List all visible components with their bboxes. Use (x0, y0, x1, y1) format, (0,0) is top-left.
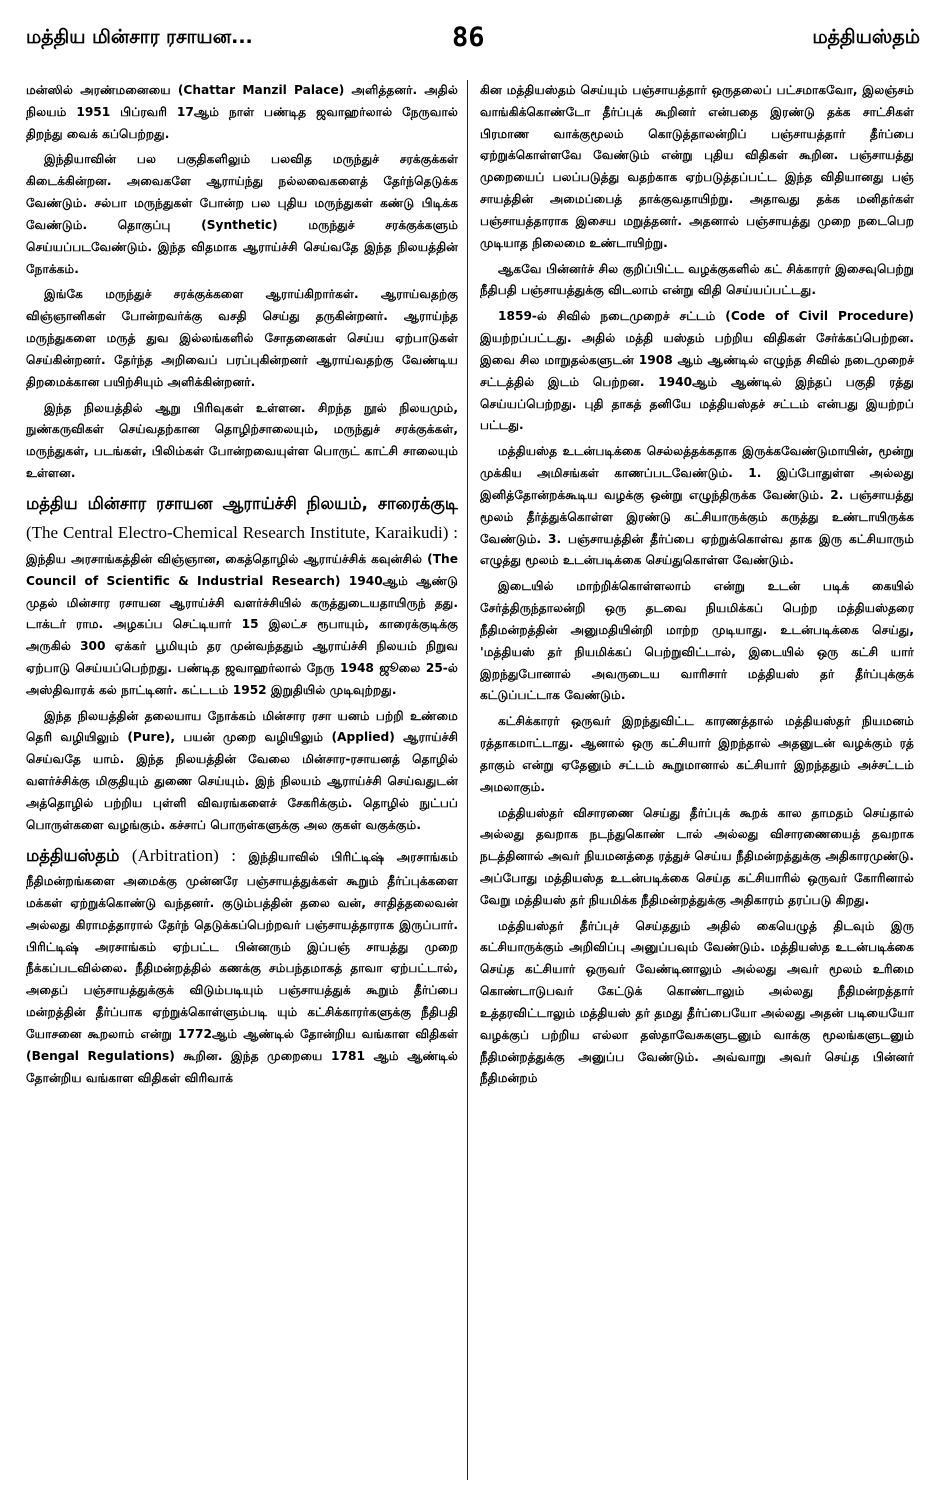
entry-body: இந்தியாவில் பிரிட்டிஷ் அரசாங்கம் நீதிமன்றங்களை அமைக்கு முன்னரே பஞ்சாயத்துக்கள் கூறும் தீர்ப்புக்களை மக்கள் ஏற்றுக்கொண்டு வந்தனர். குடும்பத்தின் தலை வன், சாதித்தலைவன் அல்லது கிராமத்தாரால் தேர்ந் தெடுக்கப்பெற்றவர் பஞ்சாயத்தாராக இருப்பார். பிரிட்டிஷ் அரசாங்கம் ஏற்பட்ட பின்னரும் இப்பஞ் சாயத்து முறை நீக்கப்படவில்லை. நீதிமன்றத்தில் கணக்கு சம்பந்தமாகத் தாவா ஏற்பட்டால், அதைப் பஞ்சாயத்துக்குக் விடும்படியும் பஞ்சாயத்துக் கூறும் தீர்ப்பை மன்றத்தின் தீர்ப்பாக ஏற்றுக்கொள்ளும்படி யும் கட்சிக்காரர்களுக்கு நீதிபதி யோசனை கூறலாம் என்று 1772ஆம் ஆண்டில் தோன்றிய வங்காள விதிகள் (Bengal Regulations) கூறின. இந்த முறையை 1781 ஆம் ஆண்டில் தோன்றிய வங்காள விதிகள் விரிவாக் (26, 849, 458, 1085)
entry-heading: மத்திய மின்சார ரசாயன ஆராய்ச்சி நிலயம், சாரைக்குடி (26, 493, 458, 513)
entry-heading-english: (Arbitration) : (131, 845, 236, 865)
paragraph: கட்சிக்காரர் ஒருவர் இறந்துவிட்ட காரணத்தால் மத்தியஸ்தர் நியமனம் ரத்தாகமாட்டாது. ஆனால் ஒரு கட்சியார் இறந்தால் அதனுடன் வழக்கும் ரத் தாகும் என்று ஏதேனும் சட்டம் கூறுமானால் கட்சியார் இறந்ததும் அச்சட்டம் அமலாகும். (480, 714, 914, 794)
entry-heading: மத்தியஸ்தம் (26, 845, 120, 865)
entry-central-electrochemical (26, 489, 458, 702)
entry-heading-english: (The Central Electro-Chemical Research Institute, Karaikudi) : (26, 523, 458, 543)
paragraph: இந்தியாவின் பல பகுதிகளிலும் பலவித மருந்துச் சரக்குக்கள் கிடைக்கின்றன. அவைகளே ஆராய்ந்து நல்லவைகளைத் தேர்ந்தெடுக்க வேண்டும். சல்பா மருந்துகள் போன்ற பல புதிய மருந்துகள் கண்டு பிடிக்க வேண்டும். தொகுப்பு (Synthetic) மருந்துச் சரக்குக்களும் செய்யப்படவேண்டும். இந்த விதமாக ஆராய்ச்சி செய்வதே இந்த நிலயத்தின் நோக்கம். (26, 152, 458, 276)
paragraph: இங்கே மருந்துச் சரக்குக்களை ஆராய்கிறார்கள். ஆராய்வதற்கு விஞ்ஞானிகள் போன்றவர்க்கு வசதி செய்து தருகின்றனர். ஆராய்ந்த மருந்துகளை மருத் துவ இல்லங்களில் சோதனைகள் செய்ய ஏற்பாடுகள் செய்கின்றனர். தேர்ந்த அறிவைப் பரப்புகின்றனர் ஆராய்வதற்கு வேண்டிய திறமைக்கான பயிற்சியும் அளிக்கின்றனர். (26, 287, 458, 389)
paragraph: மத்தியஸ்தர் விசாரணை செய்து தீர்ப்புக் கூறக் கால தாமதம் செய்தால் அல்லது தவறாக நடந்துகொண் டால் அல்லது விசாரணையைத் தவறாக நடத்தினால் அவர் நியமனத்தை ரத்துச் செய்ய நீதிமன்றத்துக்கு அதிகாரமுண்டு. அப்போது மத்தியஸ்த உடன்படிக்கை செய்த கட்சியாரில் ஒருவர் கோரினால் வேறு மத்தியஸ் தர் நியமிக்க நீதிமன்றத்துக்கு அதிகாரம் தரப்படு கிறது. (480, 805, 914, 907)
entry-body: இந்திய அரசாங்கத்தின் விஞ்ஞான, கைத்தொழில் ஆராய்ச்சிக் கவுன்சில் (The Council of Scientific & Industrial Research) 1940ஆம் ஆண்டு முதல் மின்சார ரசாயன ஆராய்ச்சி வளர்ச்சியில் கருத்துடையதாயிருந் தது. டாக்டர் ராம. அழகப்ப செட்டியார் 15 இலட்ச ரூபாயும், காரைக்குடிக்கு அருகில் 300 ஏக்கர் பூமியும் தர முன்வந்ததும் ஆராய்ச்சி நிலயம் நிறுவ ஏற்பாடு செய்யப்பெற்றது. பண்டித ஜவாஹர்லால் நேரு 1948 ஜூலை 25-ல் அஸ்திவாரக் கல் நாட்டினர். கட்டடம் 1952 இறுதியில் முடிவுற்றது. (26, 551, 458, 697)
running-head-right: மத்தியஸ்தம் (812, 26, 920, 48)
paragraph: ஆகவே பின்னர்ச் சில குறிப்பிட்ட வழக்குகளில் கட் சிக்காரர் இசைவுபெற்று நீதிபதி பஞ்சாயத்துக்கு விடலாம் என்று விதி செய்யப்பட்டது. (480, 261, 914, 298)
paragraph: இடையில் மாற்றிக்கொள்ளலாம் என்று உடன் படிக் கையில் சேர்த்திருந்தாலன்றி ஒரு தடவை நியமிக்கப் பெற்ற மத்தியஸ்தரை நீதிமன்றத்தின் அனுமதியின்றி மாற்ற முடியாது. உடன்படிக்கை செய்து, 'மத்தியஸ் தர் நியமிக்கப் பெற்றுவிட்டால், இடையில் ஒரு கட்சி யார் இறந்துபோனால் அவருடைய வாரிசார் மத்தியஸ் தர் தீர்ப்புக்குக் கட்டுப்பட்டாக வேண்டும். (480, 579, 914, 703)
page-number: 86 (452, 22, 485, 53)
left-column (26, 80, 458, 1485)
page-header (0, 22, 940, 62)
running-head-left: மத்திய மின்சார ரசாயன... (26, 26, 253, 48)
paragraph: 1859-ல் சிவில் நடைமுறைச் சட்டம் (Code of Civil Procedure) இயற்றப்பட்டது. அதில் மத்தி யஸ்தம் பற்றிய விதிகள் சேர்க்கப்பெற்றன. இவை சில மாறுதல்களுடன் 1908 ஆம் ஆண்டில் எழுந்த சிவில் நடைமுறைச் சட்டத்தில் இடம் பெற்றன. 1940ஆம் ஆண்டில் இந்தப் பகுதி ரத்து செய்யப்பெற்றது. புதி தாகத் தனியே மத்தியஸ்தச் சட்டம் என்பது இயற்றப் பட்டது. (480, 309, 914, 433)
paragraph: மன்ஸில் அரண்மனையை (Chattar Manzil Palace) அளித்தனர். அதில் நிலயம் 1951 பிப்ரவரி 17ஆம் நாள் பண்டித ஜவாஹர்லால் நேருவால் திறந்து வைக் கப்பெற்றது. (26, 83, 458, 141)
column-divider (467, 80, 468, 1480)
paragraph: இந்த நிலயத்தில் ஆறு பிரிவுகள் உள்ளன. சிறந்த நூல் நிலயமும், நுண்கருவிகள் செய்வதற்கான தொழிற்சாலையும், மருந்துச் சரக்குக்கள், மருந்துகள், படங்கள், பிலிம்கள் போன்றவையுள்ள பொருட் காட்சி சாலையும் உள்ளன. (26, 400, 458, 481)
paragraph: கின மத்தியஸ்தம் செய்யும் பஞ்சாயத்தார் ஒருதலைப் பட்சமாகவோ, இலஞ்சம் வாங்கிக்கொண்டோ தீர்ப்புக் கூறினர் என்பதை இரண்டு தக்க சாட்சிகள் பிரமாண வாக்குமூலம் கொடுத்தாலன்றிப் பஞ்சாயத்தார் தீர்ப்பை ஏற்றுக்கொள்ளவே வேண்டும் என்று புதிய விதிகள் கூறின. பஞ்சாயத்து முறையைப் பலப்படுத்து வதற்காக ஏற்படுத்தப்பட்ட இந்த விதியானது பஞ் சாயத்தின் அமைப்பைத் தாக்குவதாயிற்று. அதாவது தக்க மனிதர்கள் பஞ்சாயத்தாராக இசைய மறுத்தனர். அதனால் பஞ்சாயத்து முறை நடைபெற முடியாத நிலைமை உண்டாயிற்று. (480, 83, 914, 250)
entry-arbitration (26, 841, 458, 1090)
paragraph: மத்தியஸ்தர் தீர்ப்புச் செய்ததும் அதில் கையெழுத் திடவும் இரு கட்சியாருக்கும் அறிவிப்பு அனுப்பவும் வேண்டும். மத்தியஸ்த உடன்படிக்கை செய்த கட்சியார் ஒருவர் வேண்டினாலும் அல்லது அவர் மூலம் உரிமை கொண்டாடுபவர் கேட்டுக் கொண்டாலும் அல்லது நீதிமன்றத்தார் உத்தரவிட்டாலும் மத்தியஸ் தர் தமது தீர்ப்பையோ அல்லது அதன் படியையோ வழக்குப் பற்றிய எல்லா தஸ்தாவேசுகளுடனும் வாக்கு மூலங்களுடனும் நீதிமன்றத்துக்கு அனுப்ப வேண்டும். அவ்வாறு அவர் செய்த பின்னர் நீதிமன்றம் (480, 918, 914, 1086)
paragraph: இந்த நிலயத்தின் தலையாய நோக்கம் மின்சார ரசா யனம் பற்றி உண்மை தெரி வழியிலும் (Pure), பயன் முறை வழியிலும் (Applied) ஆராய்ச்சி செய்வதே யாம். இந்த நிலயத்தின் வேலை மின்சார-ரசாயனத் தொழில் வளர்ச்சிக்கு மிகுதியும் துணை செய்யும். இந் நிலயம் ஆராய்ச்சி செய்வதுடன் அத்தொழில் பற்றிய புள்ளி விவரங்களைச் சேகரிக்கும். தொழில் நுட்பப் பொருள்களை வழங்கும். கச்சாப் பொருள்களுக்கு அல குகள் வகுக்கும். (26, 708, 458, 832)
right-column (480, 80, 914, 1485)
paragraph: மத்தியஸ்த உடன்படிக்கை செல்லத்தக்கதாக இருக்கவேண்டுமாயின், மூன்று முக்கிய அமிசங்கள் காணப்படவேண்டும். 1. இப்போதுள்ள அல்லது இனித்தோன்றக்கூடிய வழக்கு ஒன்று எழுந்திருக்க வேண்டும். 2. பஞ்சாயத்து மூலம் தீர்த்துக்கொள்ள இரண்டு கட்சியாருக்கும் கருத்து உண்டாயிருக்க வேண்டும். 3. பஞ்சாயத்தின் தீர்ப்பை ஏற்றுக்கொள்வ தாக இரு கட்சியாரும் எழுத்து மூலம் உடன்படிக்கை செய்துகொள்ள வேண்டும். (480, 444, 914, 568)
